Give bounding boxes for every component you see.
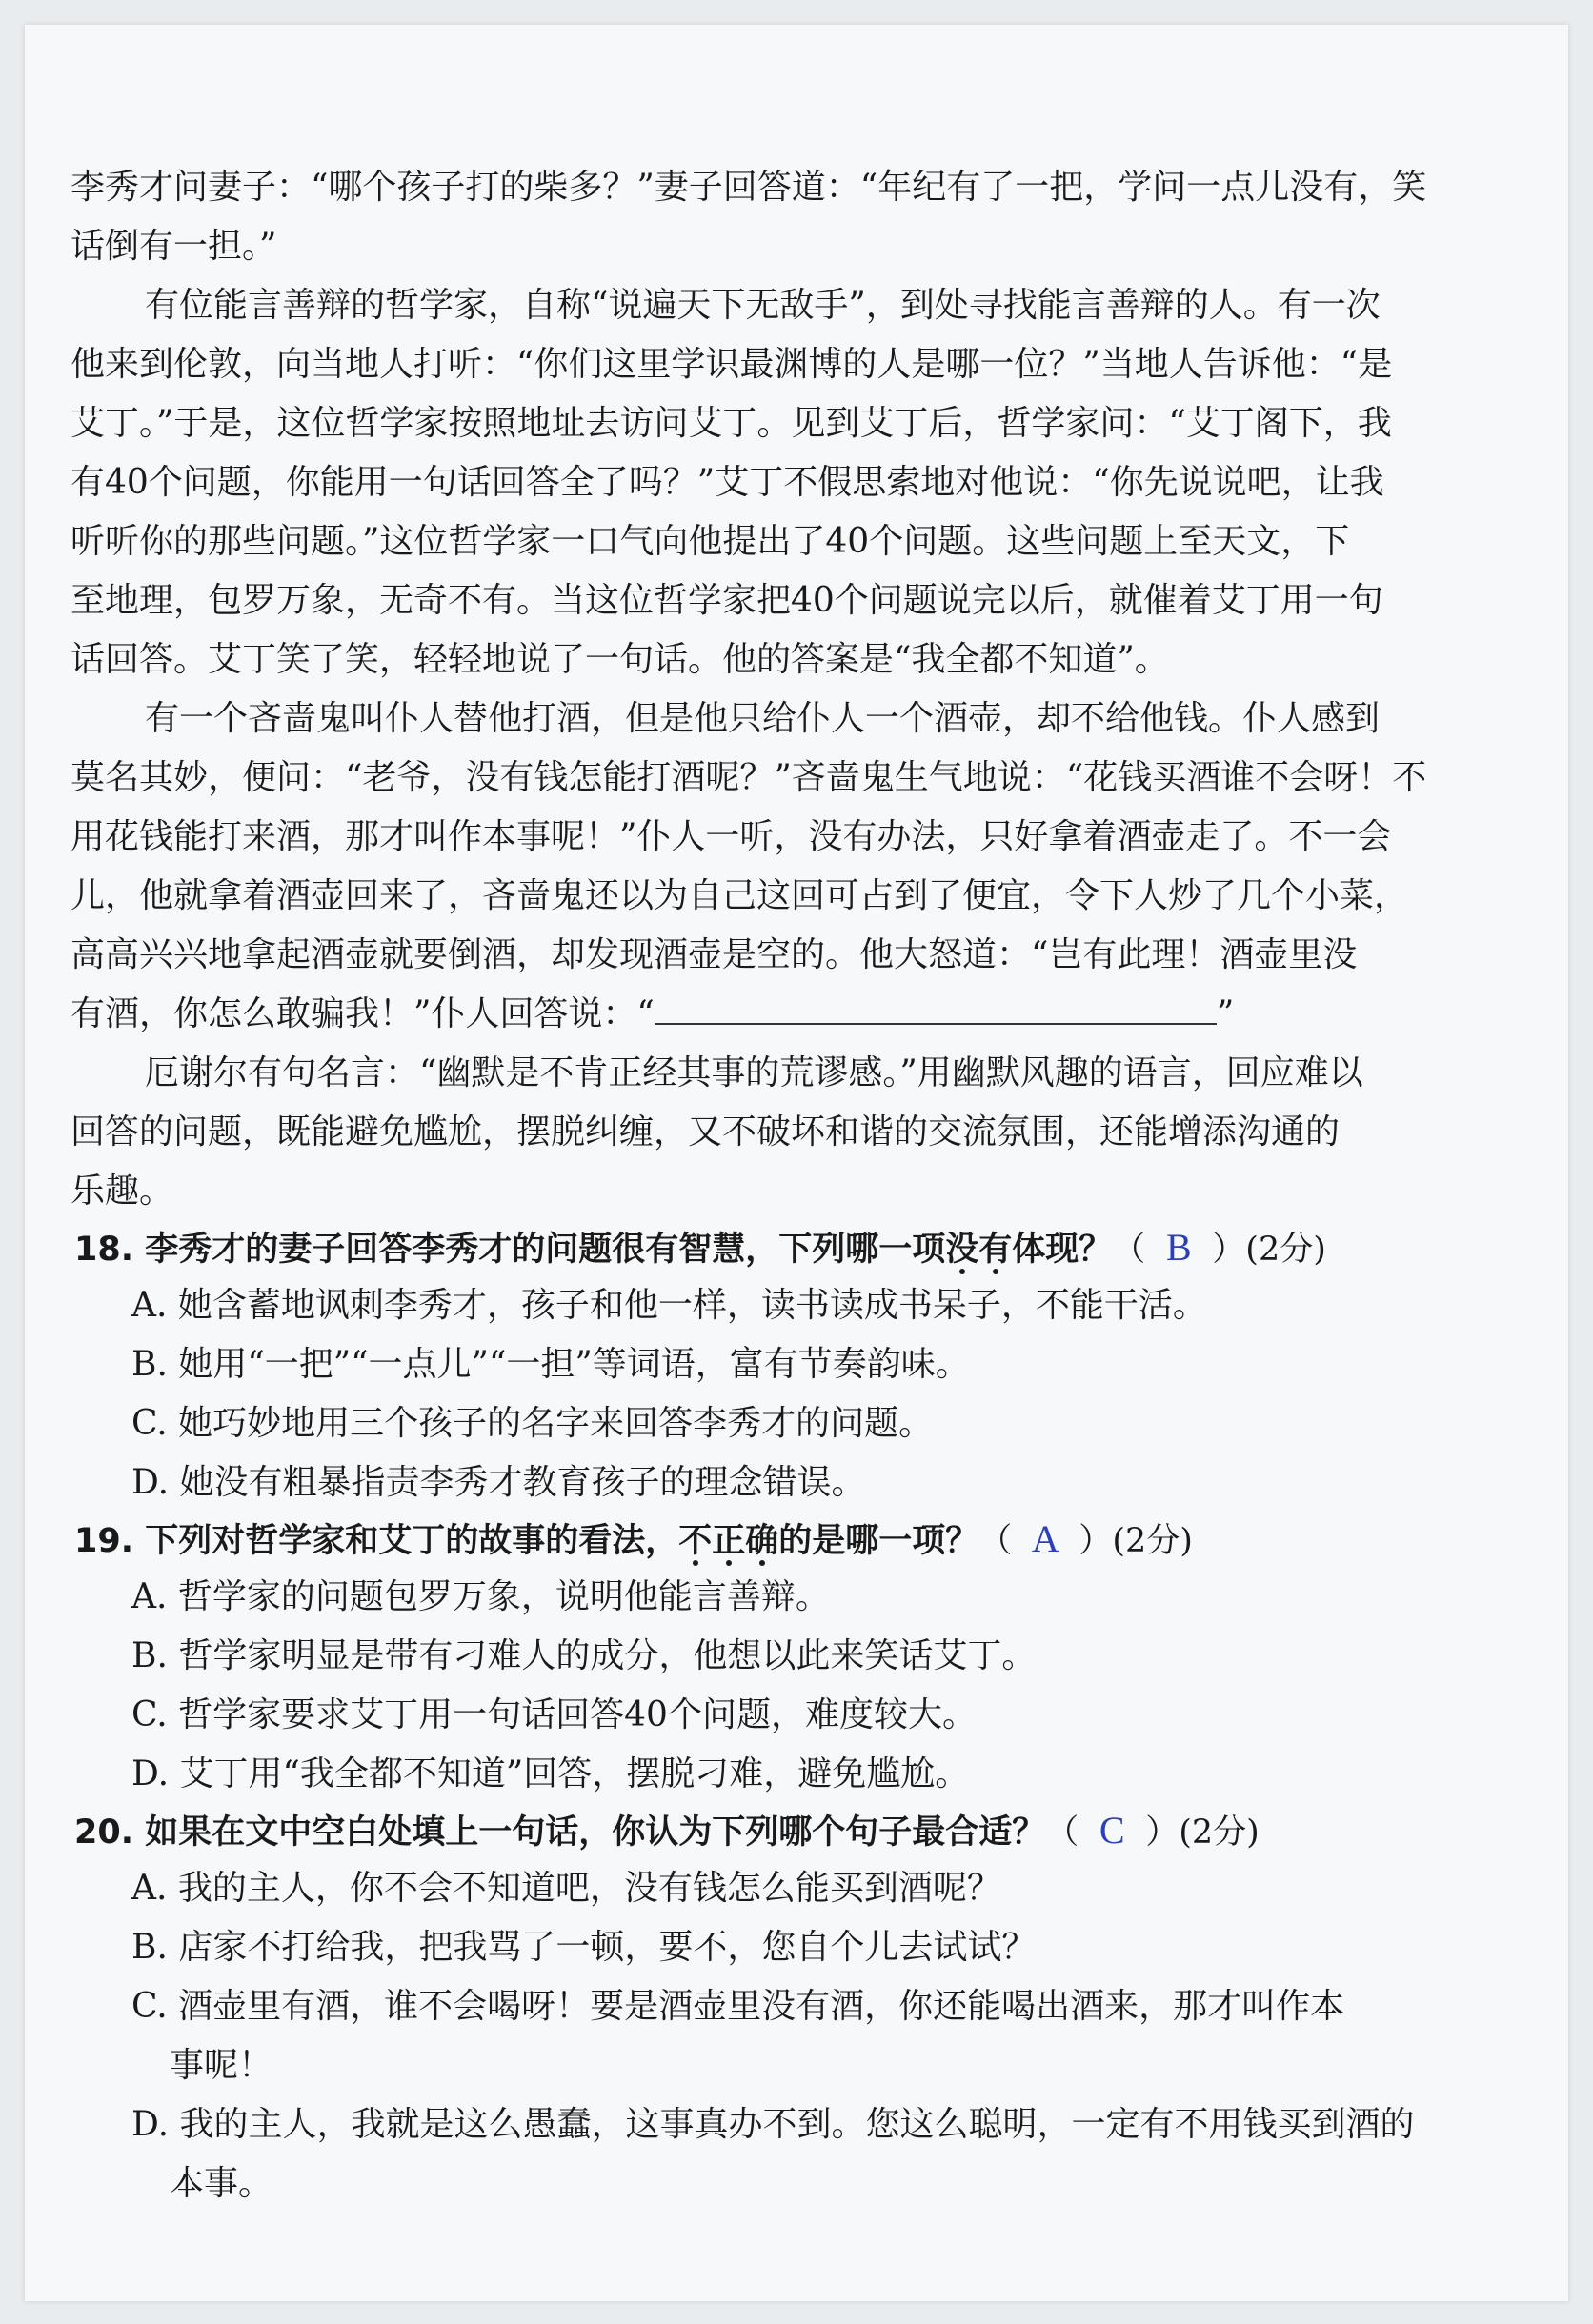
question-19-stem [74,1511,1513,1570]
question-number: 20. [74,1813,134,1852]
answer-paren-close: ） [1212,1231,1246,1269]
answer-letter: C [1099,1809,1125,1852]
option-b: B. 她用“一把”“一点儿”“一担”等词语，富有节奏韵味。 [131,1345,970,1384]
option-c-continued: 事呢！ [170,2046,273,2085]
passage-line: 高高兴兴地拿起酒壶就要倒酒，却发现酒壶是空的。他大怒道：“岂有此理！酒壶里没 [71,935,1358,974]
emphasis-char: 确 [745,1522,779,1560]
option-b: B. 店家不打给我，把我骂了一顿，要不，您自个儿去试试？ [131,1928,1037,1967]
answer-paren-close: ） [1145,1813,1180,1852]
question-text: 的是哪一项？ [778,1522,979,1560]
passage-line: 有40个问题，你能用一句话回答全了吗？”艾丁不假思索地对他说：“你先说说吧，让我 [71,463,1384,502]
passage-line: 厄谢尔有句名言：“幽默是不肯正经其事的荒谬感。”用幽默风趣的语言，回应难以 [145,1053,1363,1092]
passage-line: 李秀才问妻子：“哪个孩子打的柴多？”妻子回答道：“年纪有了一把，学问一点儿没有，笑 [71,168,1427,207]
emphasis-char: 有 [978,1231,1013,1269]
option-d-continued: 本事。 [170,2164,273,2203]
question-text: 如果在文中空白处填上一句话，你认为下列哪个句子最合适？ [145,1813,1046,1852]
passage-line: 至地理，包罗万象，无奇不有。当这位哲学家把40个问题说完以后，就催着艾丁用一句 [71,581,1383,620]
passage-line: 他来到伦敦，向当地人打听：“你们这里学识最渊博的人是哪一位？”当地人告诉他：“是 [71,345,1393,384]
option-a: A. 哲学家的问题包罗万象，说明他能言善辩。 [131,1577,830,1616]
option-d: D. 她没有粗暴指责李秀才教育孩子的理念错误。 [131,1463,866,1502]
option-d: D. 艾丁用“我全都不知道”回答，摆脱刁难，避免尴尬。 [131,1754,970,1793]
passage-line-with-blank [71,985,1509,1044]
question-points: (2分) [1179,1813,1260,1852]
option-a: A. 她含蓄地讽刺李秀才，孩子和他一样，读书读成书呆子，不能干活。 [131,1286,1207,1325]
passage-line: 听听你的那些问题。”这位哲学家一口气向他提出了40个问题。这些问题上至天文，下 [71,522,1350,561]
answer-letter: B [1165,1226,1192,1269]
question-text: 体现？ [1012,1231,1113,1269]
passage-line: 儿，他就拿着酒壶回来了，吝啬鬼还以为自己这回可占到了便宜，令下人炒了几个小菜， [71,876,1409,915]
passage-line: 艾丁。”于是，这位哲学家按照地址去访问艾丁。见到艾丁后，哲学家问：“艾丁阁下，我 [71,404,1392,443]
passage-line: 回答的问题，既能避免尴尬，摆脱纠缠，又不破坏和谐的交流氛围，还能增添沟通的 [71,1112,1341,1152]
question-18-stem [74,1219,1513,1278]
passage-line: 话倒有一担。” [71,227,277,266]
option-c: C. 她巧妙地用三个孩子的名字来回答李秀才的问题。 [131,1404,934,1443]
passage-line: 乐趣。 [71,1172,174,1211]
option-d: D. 我的主人，我就是这么愚蠢，这事真办不到。您这么聪明，一定有不用钱买到酒的 [131,2105,1415,2144]
question-20-stem [74,1802,1513,1861]
question-text: 下列对哲学家和艾丁的故事的看法， [145,1522,679,1560]
option-c: C. 酒壶里有酒，谁不会喝呀！要是酒壶里没有酒，你还能喝出酒来，那才叫作本 [131,1987,1345,2026]
answer-paren-open: （ [1112,1231,1146,1269]
answer-paren-close: ） [1079,1522,1113,1560]
fill-blank [655,991,1217,1025]
option-a: A. 我的主人，你不会不知道吧，没有钱怎么能买到酒呢？ [131,1869,1001,1908]
passage-line: 莫名其妙，便问：“老爷，没有钱怎能打酒呢？”吝啬鬼生气地说：“花钱买酒谁不会呀！不 [71,758,1427,797]
passage-line: 话回答。艾丁笑了笑，轻轻地说了一句话。他的答案是“我全都不知道”。 [71,640,1169,679]
answer-letter: A [1031,1517,1059,1560]
question-number: 18. [74,1231,134,1269]
passage-line: 用花钱能打来酒，那才叫作本事呢！”仆人一听，没有办法，只好拿着酒壶走了。不一会 [71,817,1392,856]
passage-text: 有酒，你怎么敢骗我！”仆人回答说：“ [71,994,655,1033]
option-b: B. 哲学家明显是带有刁难人的成分，他想以此来笑话艾丁。 [131,1636,1037,1675]
answer-paren-open: （ [978,1522,1013,1560]
emphasis-char: 不 [678,1522,713,1560]
worksheet-page [25,25,1568,2301]
question-number: 19. [74,1522,134,1560]
question-text: 李秀才的妻子回答李秀才的问题很有智慧，下列哪一项 [145,1231,946,1269]
passage-text: ” [1216,994,1235,1033]
question-points: (2分) [1245,1231,1326,1269]
option-c: C. 哲学家要求艾丁用一句话回答40个问题，难度较大。 [131,1695,977,1734]
emphasis-char: 正 [712,1522,746,1560]
passage-line: 有一个吝啬鬼叫仆人替他打酒，但是他只给仆人一个酒壶，却不给他钱。仆人感到 [145,699,1381,738]
answer-paren-open: （ [1045,1813,1079,1852]
passage-line: 有位能言善辩的哲学家，自称“说遍天下无敌手”，到处寻找能言善辩的人。有一次 [145,286,1381,325]
question-points: (2分) [1112,1522,1193,1560]
emphasis-char: 没 [945,1231,979,1269]
